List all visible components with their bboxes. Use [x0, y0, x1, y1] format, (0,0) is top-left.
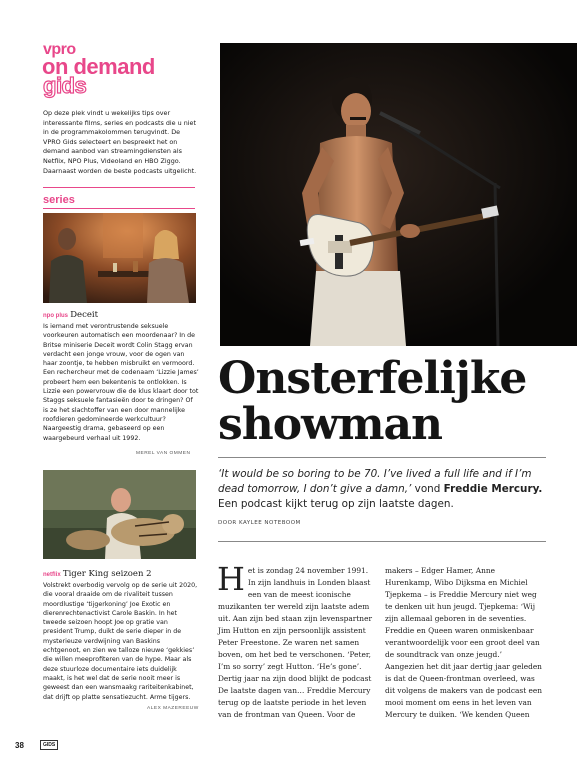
tiger-king-header [43, 569, 152, 579]
section-title: series [43, 194, 75, 206]
tiger-king-author: ALEX MAZEREEUW [147, 706, 199, 711]
deceit-source: npo plus [43, 313, 68, 319]
freddie-mercury-photo [220, 43, 577, 346]
headline-divider [218, 457, 546, 458]
intro-text: Op deze plek vindt u wekelijks tips over interessante films, series en podcasts die u niet in de programmakolommen terugvindt. De VPRO Gids selecteert en bespreekt het on demand aanbod van streamingdiensten als Netflix, NPO Plus, Videoland en HBO Ziggo. Daarnaast worden de beste podcasts uitgelicht. [43, 109, 197, 175]
deceit-title: Deceit [70, 310, 99, 320]
gids-footer-logo: GIDS [40, 740, 58, 750]
deceit-author: MEREL VAN OMMEN [136, 451, 191, 456]
article-column-1: Het is zondag 24 november 1991. In zijn landhuis in Londen blaast een van de meest iconische muzikanten ter wereld zijn laatste adem uit. Aan zijn bed staan zijn levenspartner Jim Hutton en zijn persoonlijk assistent Peter Freestone. Ze waren net samen boven, om het bed te verschonen. ‘Peter, I’m so sorry’ zegt Hutton. ‘He’s gone’. Dertig jaar na zijn dood blijkt de podcast De laatste dagen van… Freddie Mercury terug op de laatste periode in het leven van de frontman van Queen. Voor de [217, 560, 372, 719]
article-headline: Onsterfelijke showman [218, 353, 527, 450]
deceit-review: Is iemand met verontrustende seksuele voorkeuren automatisch een moordenaar? In de Britse miniserie Deceit wordt Colin Stagg ervan verdacht een jonge vrouw, voor de ogen van haar zoontje, te hebben misbruikt en vermoord. Een rechercheur met de codenaam ‘Lizzie James’ probeert hem een bekentenis te ontlokken. Is Lizzie een powervrouw die de klus klaart door tot Staggs seksuele fantasieën door te dringen? Of is ze het slachtoffer van een door mannelijke roofdieren gedomineerde werkcultuur? Naargeestig drama, gebaseerd op een waargebeurd verhaal uit 1992. [43, 323, 199, 442]
tiger-king-review: Volstrekt overbodig vervolg op de serie uit 2020, die vooral draaide om de rivaliteit tussen moordlustige ‘tijgerkoning’ Joe Exotic en dierenrechtenactivist Carole Baskin. In het tweede seizoen hoopt Joe op gratie van president Trump, duikt de serie dieper in de mysterieuze verdwijning van Baskins echtgenoot, en zien we talloze nieuwe ‘gekkies’ die willen meeprofiteren van de hype. Maar als deze stuurloze documentaire iets duidelijk maakt, is het wel dat de serie nooit meer is geweest dan een wansmaakg rariteitenkabinet, dat drijft op platte sensatiezucht. Arme tijgers. [43, 582, 198, 701]
article-byline: DOOR KAYLEE NOTEBOOM [218, 520, 301, 526]
article-lead: ‘It would be so boring to be 70. I’ve lived a full life and if I’m dead tomorrow, I don’t give a damn,’ vond Freddie Mercury. Een podcast kijkt terug op zijn laatste dagen. [218, 468, 543, 510]
deceit-photo [43, 213, 196, 303]
section-divider [43, 208, 195, 209]
article-column-2: makers – Edger Hamer, Anne Hurenkamp, Wibo Dijksma en Michiel Tjepkema – is Freddie Mercury niet weg te denken uit hun jeugd. Tjepkema: ‘Wij zijn allemaal geboren in de seventies. Freddie en Queen waren onmiskenbaar verantwoordelijk voor een groot deel van de soundtrack van onze jeugd.’ Aangezien het dit jaar dertig jaar geleden is dat de Queen-frontman overleed, was dit volgens de makers van de podcast een mooi moment om eens in het leven van Mercury te duiken. ‘We kenden Queen [385, 566, 543, 719]
section-divider [43, 187, 195, 188]
tiger-king-source: netflix [43, 572, 61, 578]
byline-divider [218, 541, 546, 542]
tiger-king-title: Tiger King seizoen 2 [62, 569, 152, 579]
vpro-on-demand-logo: vpro on demand gids [42, 41, 155, 98]
deceit-header [43, 310, 98, 320]
page-number: 38 [15, 741, 24, 750]
drop-cap: H [217, 560, 245, 598]
tiger-king-photo [43, 470, 196, 559]
